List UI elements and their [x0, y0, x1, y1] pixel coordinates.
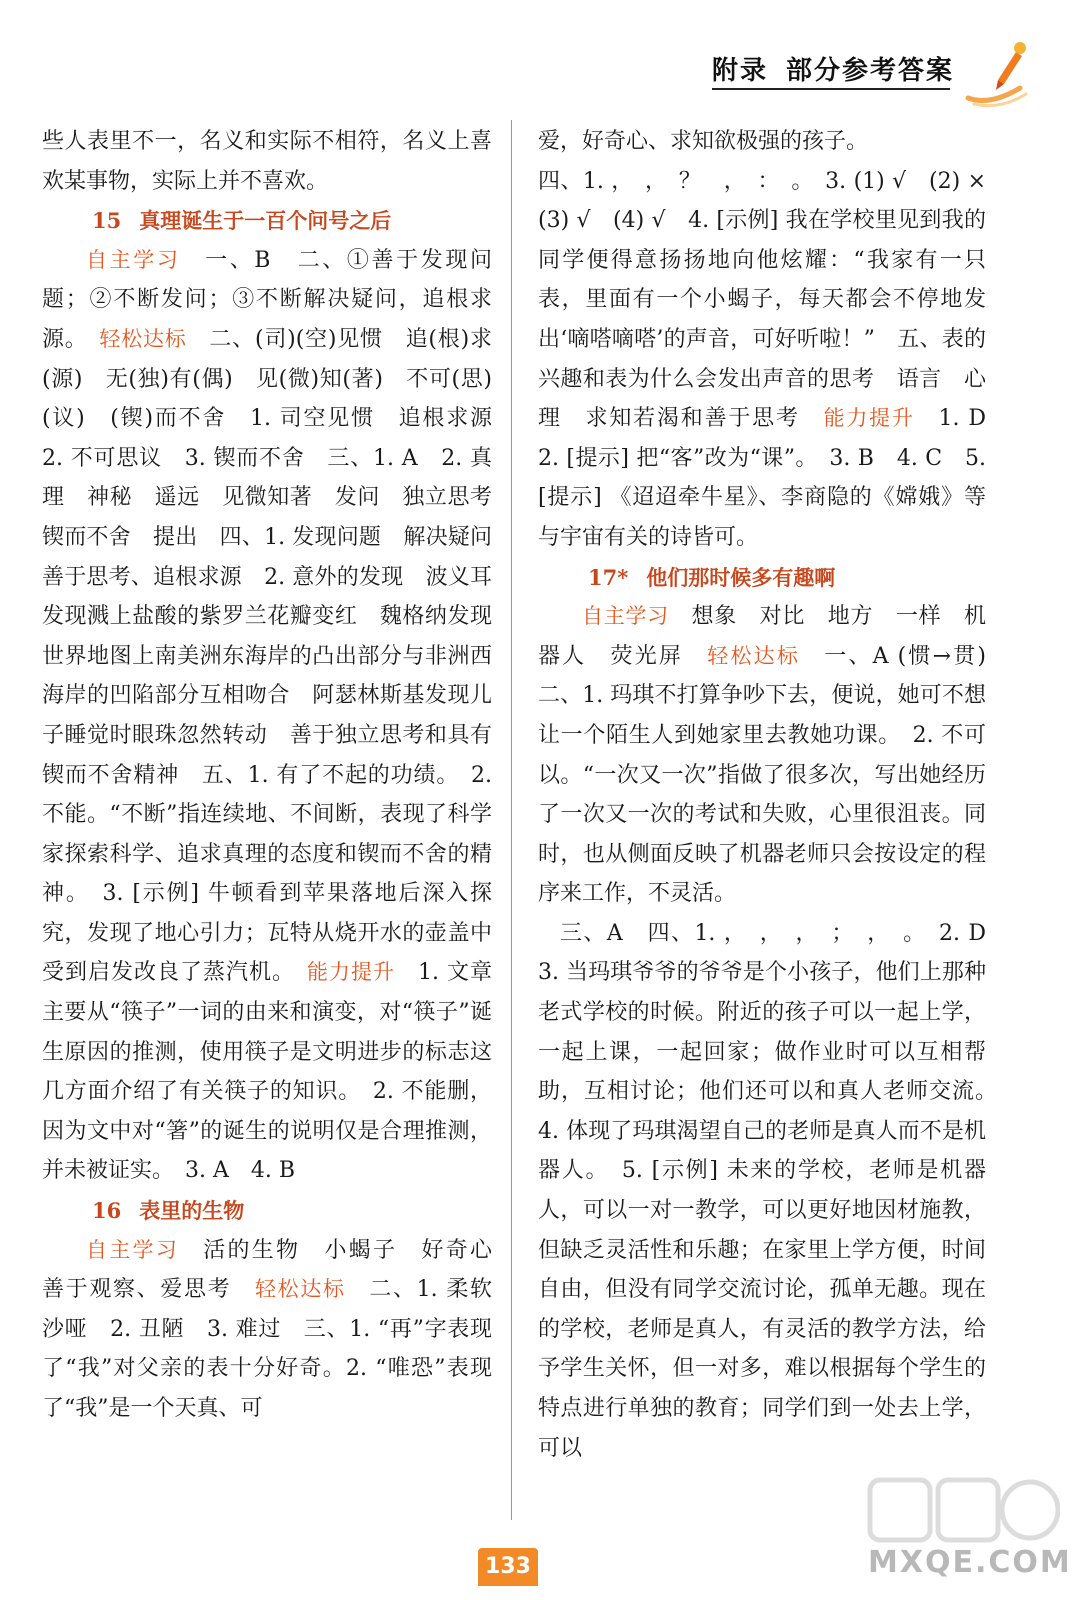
section-number: 17*: [588, 564, 629, 590]
paragraph: [42, 241, 515, 1191]
answer-text: 活的生物 小蝎子 好奇心 善于观察、爱思考: [42, 1237, 514, 1303]
watermark-text: MXQE.COM: [868, 1545, 1072, 1580]
tag-zizhu-xuexi: 自主学习: [582, 604, 669, 629]
section-heading-17: [538, 558, 986, 598]
right-column: [538, 122, 1009, 1468]
answer-text: 二、1. 柔软 沙哑 2. 丑陋 3. 难过 三、1. “再”字表现了“我”对父亲的表十分好奇。2. “唯恐”表现了“我”是一个天真、可: [42, 1277, 515, 1421]
answer-text: 一、B 二、①善于发现问题；②不断发问；③不断解决疑问，追根求源。: [42, 247, 492, 352]
header-section: 附录: [712, 56, 769, 86]
page-number: 133: [478, 1548, 538, 1586]
answer-text: 1. 文章主要从“筷子”一词的由来和演变，对“筷子”诞生原因的推测，使用筷子是文明进步的标志这几方面介绍了有关筷子的知识。 2. 不能删，因为文中对“箸”的诞生的说明仅是合理推测，并未被证实。 3. A 4. B: [42, 960, 492, 1184]
tag-nengli-tisheng: 能力提升: [823, 406, 915, 431]
tag-zizhu-xuexi: 自主学习: [86, 247, 181, 272]
page-header: [0, 0, 1072, 110]
answer-text: 四、1. ， ， ？ ， ： 。 3. (1) √ (2) × (3) √ (4) √ 4. [示例] 我在学校里见到我的同学便得意扬扬地向他炫耀：“我家有一只表，里面有一个小蝎子，每天都会不停地发出‘嘀嗒嘀嗒’的声音，可好听啦！” 五、表的兴趣和表为什么会发出声音的思考 语言 心理 求知若渴和善于思考: [538, 168, 1009, 432]
paragraph: 爱，好奇心、求知欲极强的孩子。: [538, 129, 869, 154]
header-underline: [712, 88, 950, 90]
section-heading-16: [42, 1191, 492, 1231]
section-heading-15: [42, 201, 492, 241]
section-title: 表里的生物: [139, 1198, 245, 1224]
paragraph: [538, 162, 1009, 558]
paragraph: [538, 597, 1008, 914]
paragraph: [42, 1231, 515, 1429]
answer-text: 1. D 2. [提示] 把“客”改为“课”。 3. B 4. C 5. [提示] 《迢迢牵牛星》、李商隐的《嫦娥》等与宇宙有关的诗皆可。: [538, 406, 1008, 550]
answer-text: 想象 对比 地方 一样 机器人 荧光屏: [538, 604, 986, 669]
answer-text: 一、A (惯→贯) 二、1. 玛琪不打算争吵下去，便说，她可不想让一个陌生人到她家里去教她功课。 2. 不可以。“一次又一次”指做了很多次，写出她经历了一次又一次的考试和失败，心里很沮丧。同时，也从侧面反映了机器老师只会按设定的程序来工作，不灵活。: [538, 643, 1008, 907]
tag-qingsong-dabiao: 轻松达标: [99, 326, 187, 351]
column-divider: [511, 120, 512, 1520]
tag-qingsong-dabiao: 轻松达标: [255, 1277, 346, 1302]
section-number: 16: [92, 1198, 122, 1224]
paragraph: 些人表里不一，名义和实际不相符，名义上喜欢某事物，实际上并不喜欢。: [42, 129, 492, 194]
tag-qingsong-dabiao: 轻松达标: [707, 643, 801, 668]
header-title: [712, 50, 972, 87]
section-title: 真理诞生于一百个问号之后: [139, 208, 392, 234]
pencil-swoosh-logo-icon: [960, 40, 1040, 110]
paragraph: 三、A 四、1. ， ， ， ； ， 。 2. D 3. 当玛琪爷爷的爷爷是个小孩子，他们上那种老式学校的时候。附近的孩子可以一起上学，一起上课，一起回家；做作业时可以互相帮助，互相讨论；他们还可以和真人老师交流。 4. 体现了玛琪渴望自己的老师是真人而不是机器人。 5. [示例] 未来的学校，老师是机器人，可以一对一教学，可以更好地因材施教，但缺乏灵活性和乐趣；在家里上学方便，时间自由，但没有同学交流讨论，孤单无趣。现在的学校，老师是真人，有灵活的教学方法，给予学生关怀，但一对多，难以根据每个学生的特点进行单独的教育；同学们到一处去上学，可以: [538, 920, 1009, 1461]
tag-zizhu-xuexi: 自主学习: [86, 1237, 179, 1262]
left-column: [42, 122, 515, 1429]
section-number: 15: [92, 208, 122, 234]
tag-nengli-tisheng: 能力提升: [306, 960, 395, 985]
section-title: 他们那时候多有趣啊: [646, 564, 836, 590]
answer-text: 二、(司)(空)见惯 追(根)求(源) 无(独)有(偶) 见(微)知(著) 不可(思)(议) (锲)而不舍 1. 司空见惯 追根求源 2. 不可思议 3. 锲而不舍 三、1. A 2. 真理 神秘 遥远 见微知著 发问 独立思考 锲而不舍 提出 四、1. 发现问题 解决疑问 善于思考、追根求源 2. 意外的发现 波义耳发现溅上盐酸的紫罗兰花瓣变红 魏格纳发现世界地图上南美洲东海岸的凸出部分与非洲西海岸的凹陷部分互相吻合 阿瑟林斯基发现儿子睡觉时眼珠忽然转动 善于独立思考和具有锲而不舍精神 五、1. 有了不起的功绩。 2. 不能。“不断”指连续地、不间断，表现了科学家探索科学、追求真理的态度和锲而不舍的精神。 3. [示例] 牛顿看到苹果落地后深入探究，发现了地心引力；瓦特从烧开水的壶盖中受到启发改良了蒸汽机。: [42, 326, 515, 986]
header-chapter: 部分参考答案: [786, 56, 955, 86]
